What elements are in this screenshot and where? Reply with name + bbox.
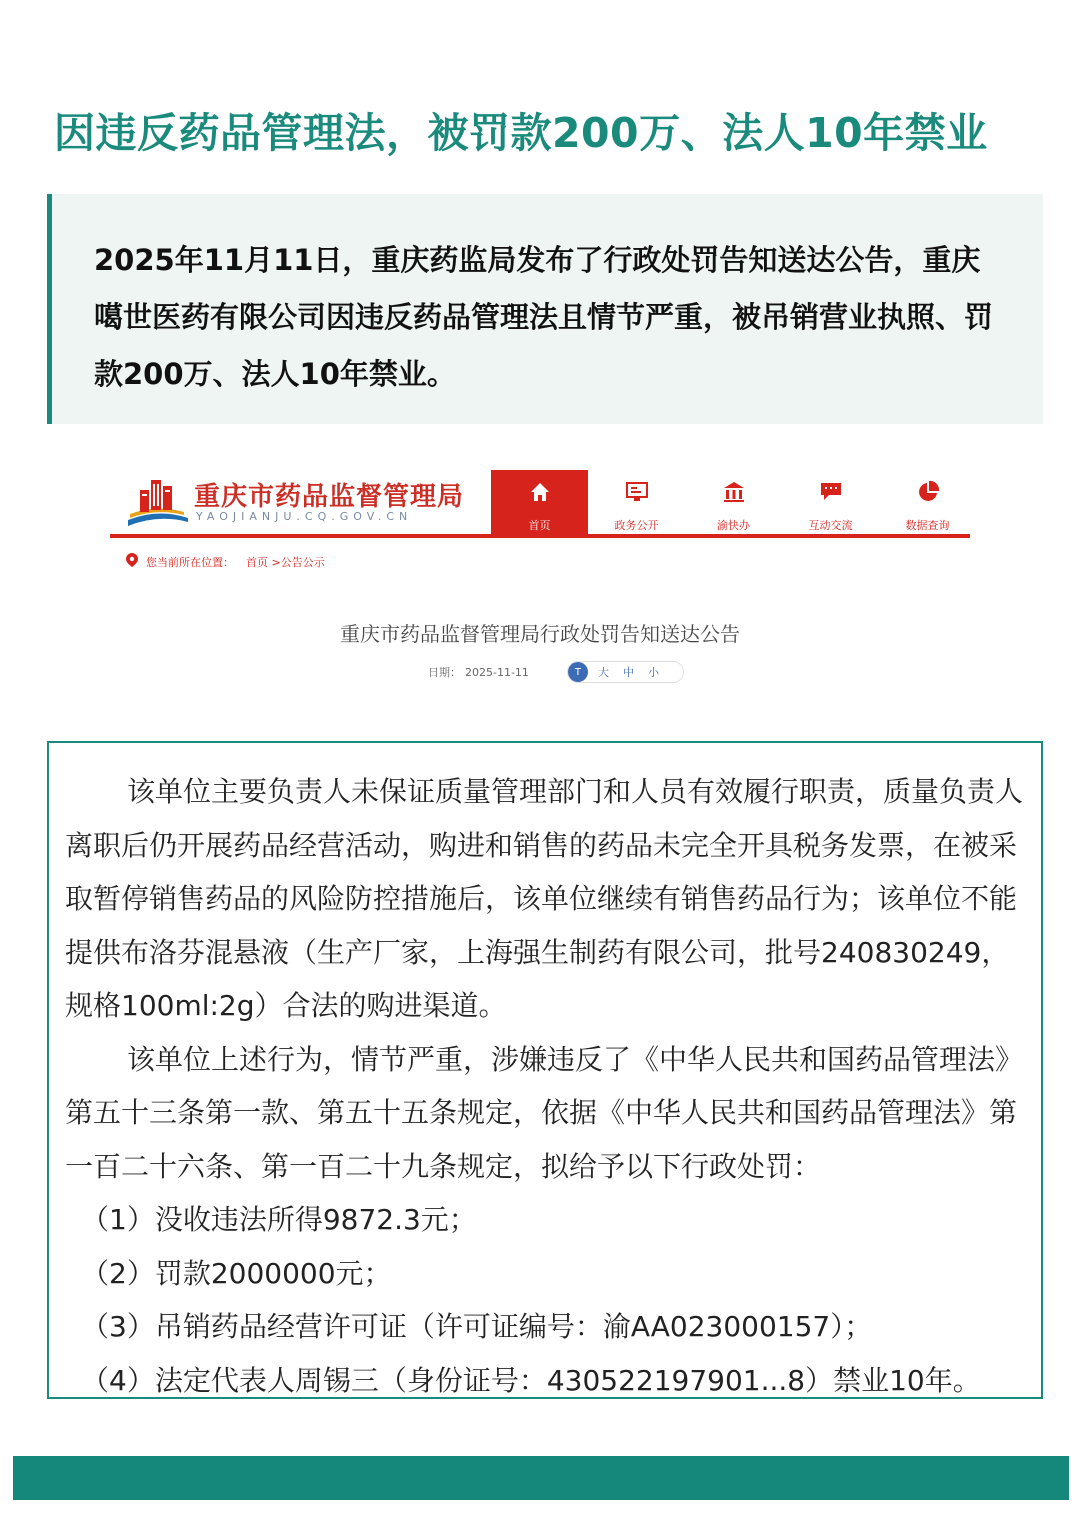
date-label: 日期： [428, 666, 461, 679]
location-pin-icon [126, 553, 138, 571]
agency-name: 重庆市药品监督管理局 [194, 482, 465, 512]
nav-label: 政务公开 [614, 519, 659, 532]
pie-chart-icon [916, 480, 940, 511]
legal-basis-paragraph: 该单位上述行为，情节严重，涉嫌违反了《中华人民共和国药品管理法》第五十三条第一款、第五十五条规定，依据《中华人民共和国药品管理法》第一百二十六条、第一百二十九条规定，拟给予以下行政处罚： [65, 1042, 1024, 1183]
nav-label: 数据查询 [905, 519, 950, 532]
footer-bar [13, 1456, 1069, 1500]
nav-yukuaiban[interactable] [685, 470, 782, 534]
summary-text: 2025年11月11日，重庆药监局发布了行政处罚告知送达公告，重庆噶世医药有限公司因违反药品管理法且情节严重，被吊销营业执照、罚款200万、法人10年禁业。 [94, 243, 994, 391]
violation-paragraph: 该单位主要负责人未保证质量管理部门和人员有效履行职责，质量负责人离职后仍开展药品经营活动，购进和销售的药品未完全开具税务发票，在被采取暂停销售药品的风险防控措施后，该单位继续有销售药品行为；该单位不能提供布洛芬混悬液（生产厂家，上海强生制药有限公司，批号240830249，规格100ml:2g）合法的购进渠道。 [65, 775, 1024, 1022]
nav-divider [110, 534, 970, 538]
penalty-details [47, 741, 1043, 1399]
nav-label: 首页 [528, 519, 551, 532]
notice-meta [428, 661, 684, 683]
penalty-item: （2）罚款2000000元； [81, 1256, 392, 1290]
monitor-icon [625, 480, 649, 511]
breadcrumb [126, 553, 325, 571]
nav-label: 渝快办 [717, 519, 750, 532]
font-size-switcher [567, 661, 684, 683]
headline: 因违反药品管理法，被罚款200万、法人10年禁业 [54, 109, 988, 157]
breadcrumb-path[interactable]: 首页 >公告公示 [246, 556, 325, 569]
penalty-item: （4）法定代表人周锡三（身份证号：430522197901...8）禁业10年。 [81, 1363, 981, 1397]
font-size-medium[interactable]: 中 [622, 666, 634, 679]
notice-title: 重庆市药品监督管理局行政处罚告知送达公告 [340, 622, 740, 646]
summary-box [47, 194, 1043, 424]
government-building-icon [722, 480, 746, 511]
agency-logo [126, 474, 190, 528]
nav-interaction[interactable] [782, 470, 879, 534]
nav-label: 互动交流 [808, 519, 853, 532]
text-size-icon: T [568, 662, 588, 682]
nav-government-affairs[interactable] [588, 470, 685, 534]
main-nav [491, 470, 976, 534]
penalty-item: （3）吊销药品经营许可证（许可证编号：渝AA023000157）； [81, 1310, 873, 1343]
penalty-item: （1）没收违法所得9872.3元； [81, 1203, 477, 1236]
chat-icon [819, 480, 843, 511]
agency-domain: YAOJIANJU.CQ.GOV.CN [196, 510, 413, 523]
home-icon [528, 480, 552, 511]
site-header [110, 466, 970, 538]
font-size-small[interactable]: 小 [647, 666, 659, 679]
nav-home[interactable] [491, 470, 588, 534]
nav-data-query[interactable] [879, 470, 976, 534]
notice-date: 2025-11-11 [465, 665, 529, 679]
font-size-large[interactable]: 大 [597, 666, 609, 679]
breadcrumb-label: 您当前所在位置： [146, 556, 234, 569]
